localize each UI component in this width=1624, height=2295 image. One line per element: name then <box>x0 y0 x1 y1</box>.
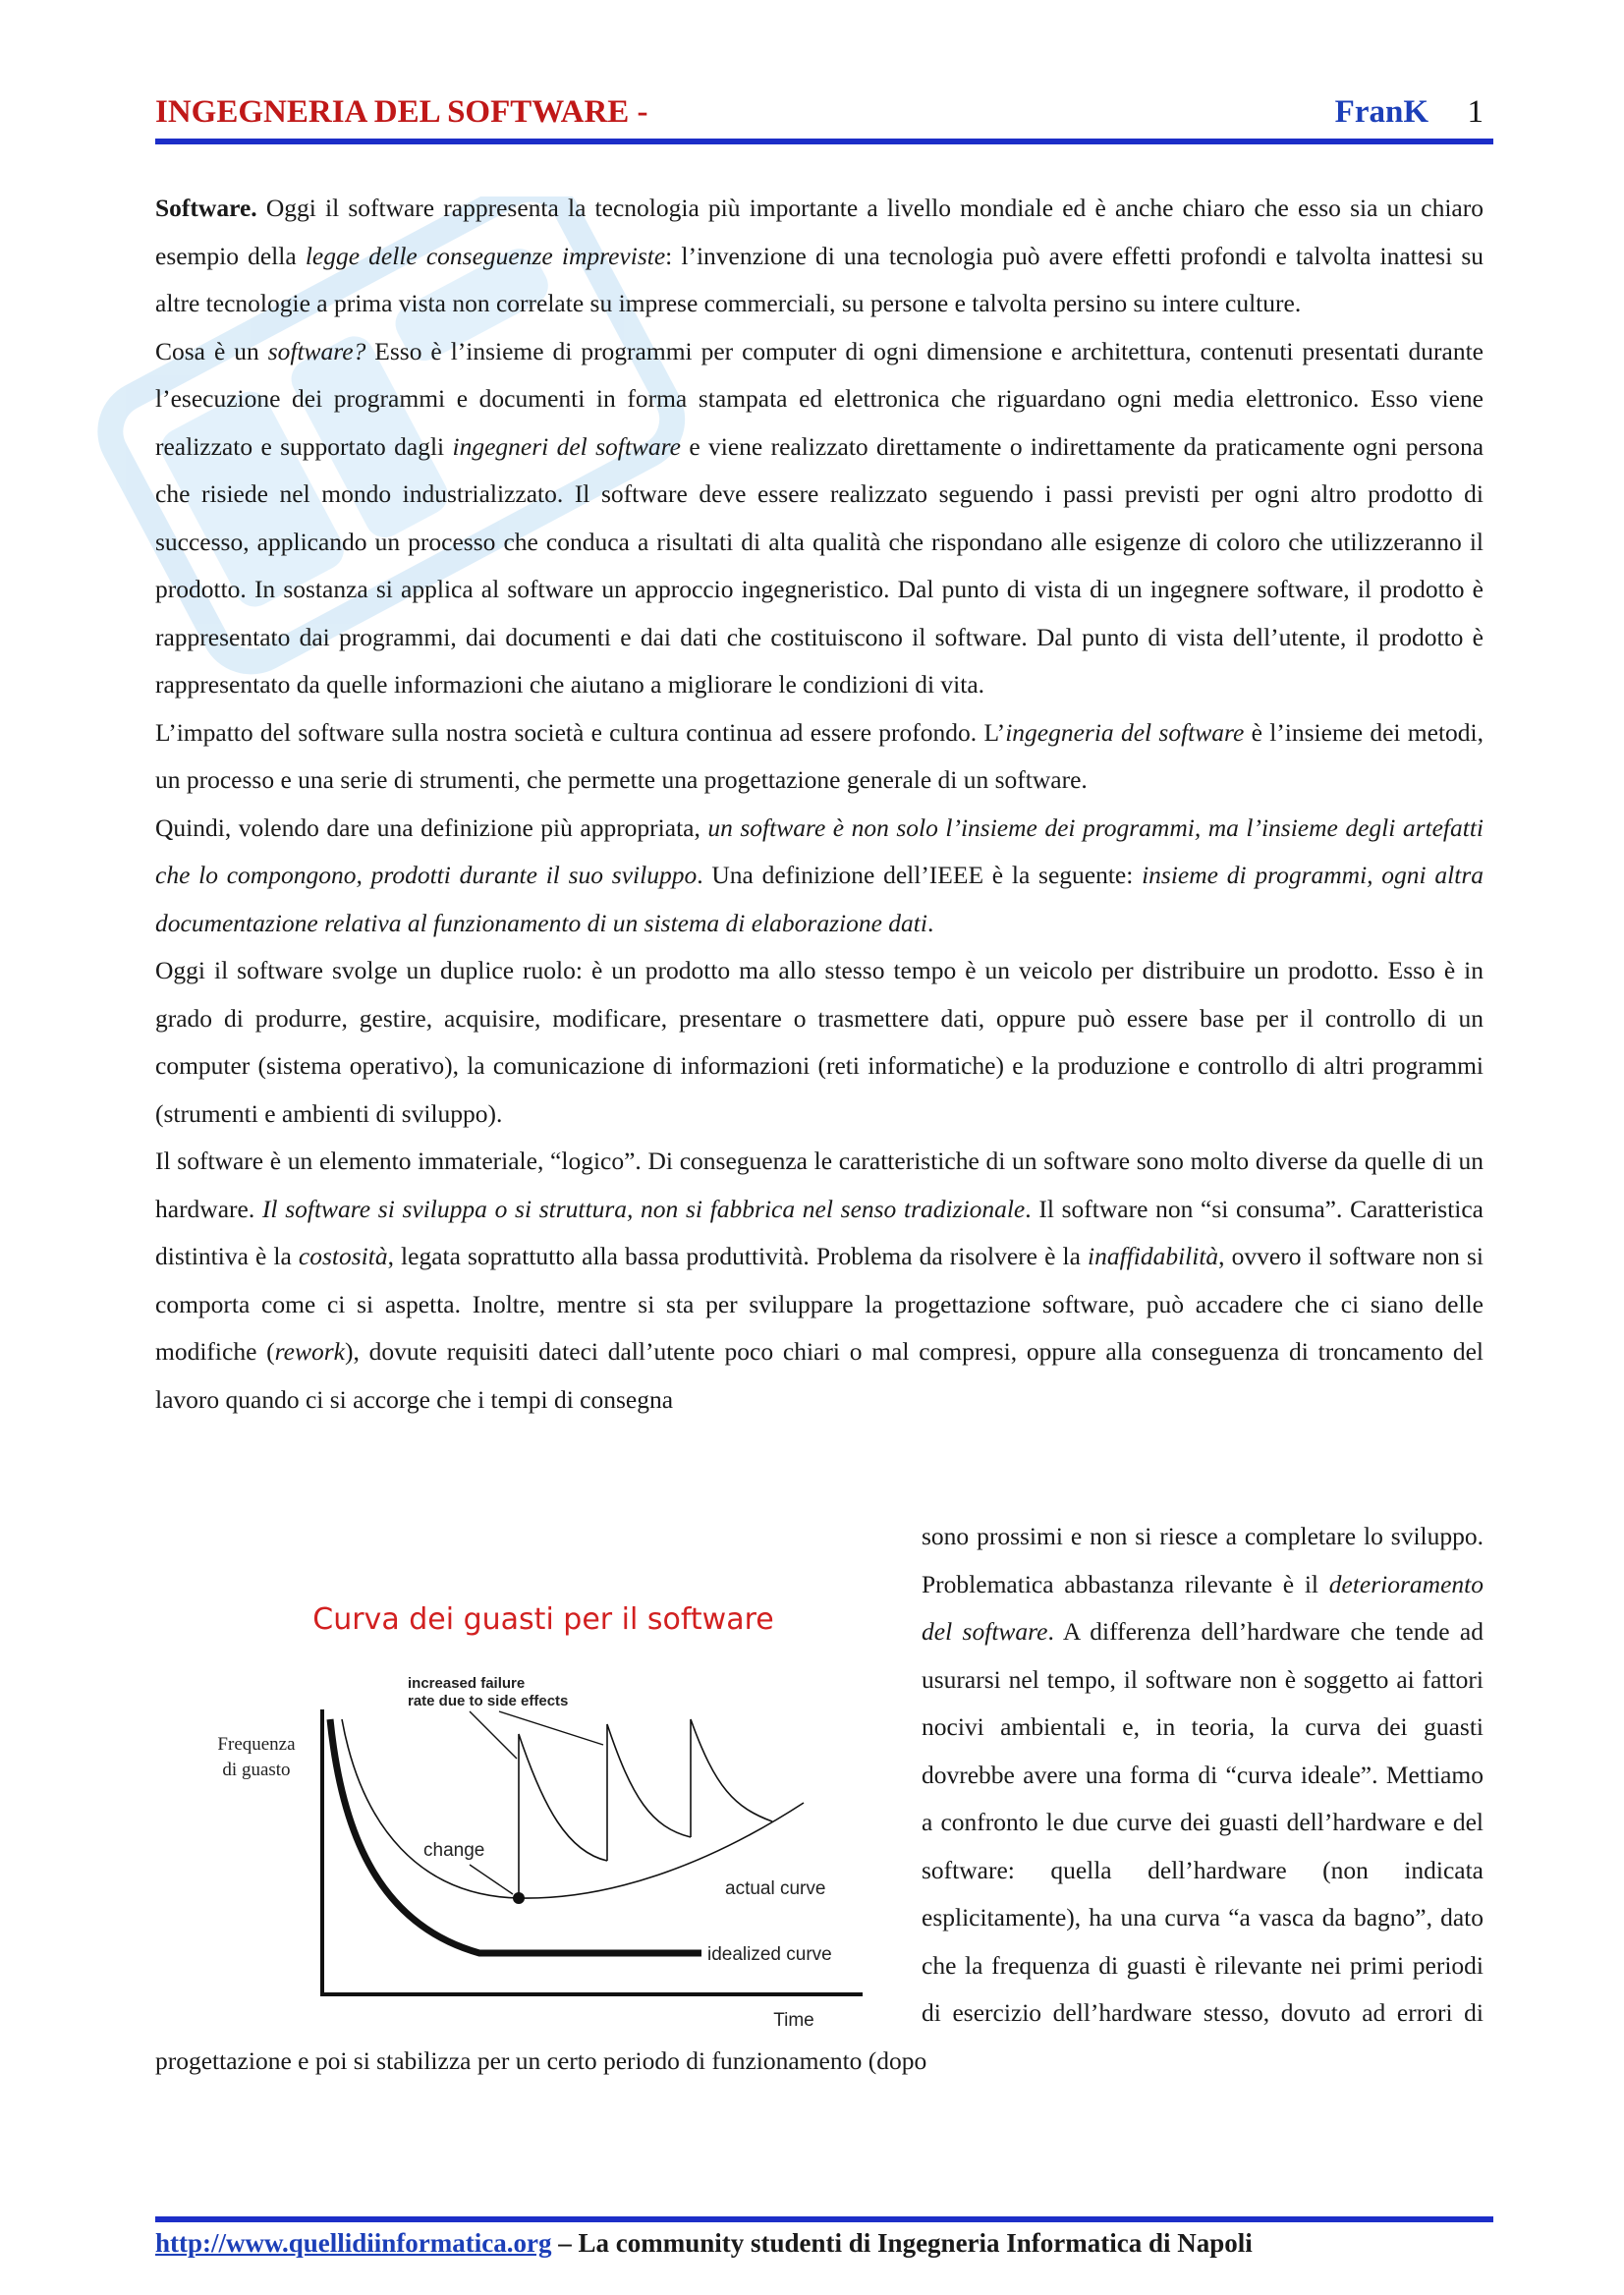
text-run: è l’insieme dei metodi, un processo e una serie di strumenti, che permette una progettazione generale di un software. <box>155 717 1484 794</box>
change-label: change <box>423 1840 485 1861</box>
header-title: INGEGNERIA DEL SOFTWARE - <box>155 94 648 130</box>
text-run: , ovvero il software non si comporta come ci si aspetta. Inoltre, mentre si sta per sviluppare la progettazione software, può accadere che ci siano delle modifiche ( <box>155 1242 1484 1366</box>
page-number: 1 <box>1467 94 1484 130</box>
italic-run: deterioramento del software <box>922 1569 1484 1646</box>
annotation-line-1: increased failure <box>408 1675 526 1692</box>
italic-run: costosità <box>298 1242 388 1270</box>
text-run: . Una definizione dell’IEEE è la seguente: <box>697 861 1143 889</box>
text-run: : l’invenzione di una tecnologia può avere effetti profondi e talvolta inattesi su altre tecnologie a prima vista non correlate su imprese commerciali, su persone e talvolta persino su intere culture. <box>155 241 1484 317</box>
paragraph-3 <box>155 709 1484 805</box>
text-run: . A differenza dell’hardware che tende ad usurarsi nel tempo, il software non è soggetto ai fattori nocivi ambientali e, in teoria, la curva dei guasti dovrebbe avere una forma di “curva ideale”. Mettiamo a confronto le due curve dei guasti dell’hardware e del software: quella dell’hardware (non indicata esplicitamente), ha una curva “a vasca da bagno”, dato che la frequenza di guasti è rilevante nei primi periodi di esercizio dell’hardware stesso, dovuto ad errori di progettazione e poi si stabilizza per un certo periodo di funzionamento (dopo <box>155 1617 1484 2075</box>
footer-text: – La community studenti di Ingegneria Informatica di Napoli <box>551 2228 1253 2258</box>
lead-software: Software. <box>155 194 257 222</box>
failure-curve-figure <box>155 1513 902 2036</box>
text-run: e viene realizzato direttamente o indirettamente da praticamente ogni persona che risiede nel mondo industrializzato. Il software deve essere realizzato seguendo i passi previsti per ogni altro prodotto di successo, applicando un processo che conduca a risultati di alta qualità che rispondano alle esigenze di coloro che utilizzeranno il prodotto. In sostanza si applica al software un approccio ingegneristico. Dal punto di vista di un ingegnere software, il prodotto è rappresentato dai programmi, dai documenti e dai dati che costituiscono il software. Dal punto di vista dell’utente, il prodotto è rappresentato da quelle informazioni che aiutano a migliorare le condizioni di vita. <box>155 431 1484 699</box>
italic-run: software? <box>267 336 366 365</box>
text-run: Il software è un elemento immateriale, “logico”. Di conseguenza le caratteristiche di un software sono molto diverse da quelle di un hardware. <box>155 1147 1484 1223</box>
text-run: Esso è l’insieme di programmi per computer di ogni dimensione e architettura, contenuti presentati durante l’esecuzione dei programmi e documenti in forma stampata ed elettronica che riguardano ogni media elettronico. Esso viene realizzato e supportato dagli <box>155 336 1484 461</box>
italic-run: ingegneria del software <box>1005 717 1245 747</box>
failure-curve-svg <box>155 1513 902 2036</box>
italic-run: insieme di programmi, ogni altra documentazione relativa al funzionamento di un sistema di elaborazione dati <box>155 861 1484 937</box>
paragraph-4 <box>155 805 1484 948</box>
paragraph-1 <box>155 185 1484 328</box>
page-header <box>155 94 1493 140</box>
italic-run: inaffidabilità <box>1087 1242 1219 1270</box>
x-axis-label: Time <box>773 2010 814 2031</box>
page-footer <box>155 2228 1493 2277</box>
paragraph-6 <box>155 1138 1484 1424</box>
italic-run: rework <box>274 1337 345 1366</box>
header-author: FranK <box>1334 94 1428 130</box>
actual-curve-label: actual curve <box>725 1878 826 1899</box>
text-run: L’impatto del software sulla nostra società e cultura continua ad essere profondo. L’ <box>155 717 1006 747</box>
paragraph-2 <box>155 328 1484 709</box>
italic-run: ingegneri del software <box>452 431 681 461</box>
text-run: Oggi il software rappresenta la tecnologia più importante a livello mondiale ed è anche chiaro che esso sia un chiaro esempio della <box>155 194 1484 270</box>
body-text <box>155 185 1484 1424</box>
italic-run: Il software si sviluppa o si struttura, non si fabbrica nel senso tradizionale <box>261 1194 1026 1223</box>
header-rule <box>155 139 1493 144</box>
idealized-curve-label: idealized curve <box>707 1944 832 1965</box>
footer-rule <box>155 2216 1493 2222</box>
text-run: . <box>926 908 934 937</box>
figure-title: Curva dei guasti per il software <box>312 1602 774 1637</box>
text-run: sono prossimi e non si riesce a completare lo sviluppo. Problematica abbastanza rilevante è il <box>922 1522 1484 1598</box>
text-run: , legata soprattutto alla bassa produttività. Problema da risolvere è la <box>387 1242 1088 1270</box>
annotation-line-2: rate due to side effects <box>408 1693 569 1709</box>
footer-link[interactable]: http://www.quellidiinformatica.org <box>155 2228 552 2258</box>
text-run: Cosa è un <box>155 336 268 365</box>
text-run: . Il software non “si consuma”. Caratteristica distintiva è la <box>155 1194 1484 1270</box>
y-axis-label-1: Frequenza <box>217 1734 296 1755</box>
text-run: ), dovute requisiti dateci dall’utente poco chiari o mal compresi, oppure alla conseguenza di troncamento del lavoro quando ci si accorge che i tempi di consegna <box>155 1337 1484 1414</box>
text-run: Quindi, volendo dare una definizione più appropriata, <box>155 812 708 842</box>
italic-run: legge delle conseguenze impreviste <box>305 241 666 270</box>
figure-wrap-section <box>155 1513 1484 2085</box>
italic-run: un software è non solo l’insieme dei programmi, ma l’insieme degli artefatti che lo compongono, prodotti durante il suo sviluppo <box>155 812 1484 889</box>
text-run: Oggi il software svolge un duplice ruolo: è un prodotto ma allo stesso tempo è un veicolo per distribuire un prodotto. Esso è in grado di produrre, gestire, acquisire, modificare, presentare o trasmettere dati, oppure può essere base per il controllo di un computer (sistema operativo), la comunicazione di informazioni (reti informatiche) e la produzione e controllo di altri programmi (strumenti e ambienti di sviluppo). <box>155 956 1484 1128</box>
paragraph-5 <box>155 947 1484 1138</box>
y-axis-label-2: di guasto <box>222 1760 291 1780</box>
change-point <box>513 1892 525 1904</box>
